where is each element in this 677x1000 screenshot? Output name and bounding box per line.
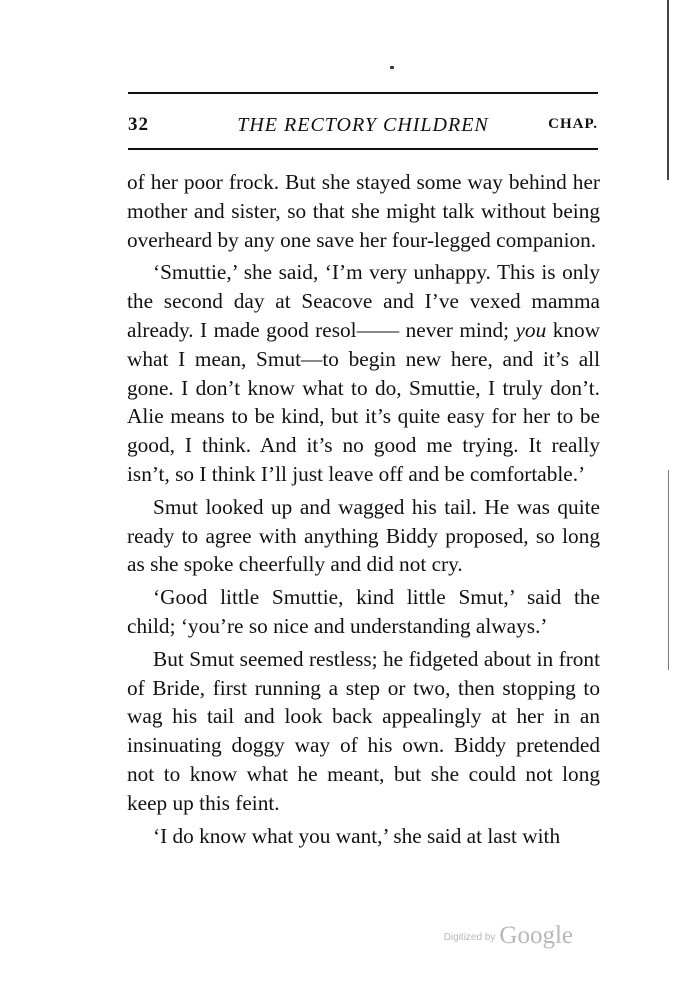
ink-speck	[390, 66, 394, 69]
paragraph: of her poor frock. But she stayed some way behind her mother and sister, so that she might talk without being overheard by any one save her four-legged companion.	[127, 170, 600, 252]
paragraph: ‘Good little Smuttie, kind little Smut,’ said the child; ‘you’re so nice and understanding always.’	[127, 585, 600, 638]
paragraph: Smut looked up and wagged his tail. He was quite ready to agree with anything Biddy proposed, so long as she spoke cheerfully and did not cry.	[127, 494, 600, 577]
watermark-prefix: Digitized by	[443, 932, 496, 943]
body-text	[127, 168, 600, 854]
header-rule-top	[128, 92, 598, 94]
paragraph-text: ‘Smuttie,’ she said, ‘I’m very unhappy. This is only the second day at Seacove and I’ve vexed mamma already. I made good resol—— never mind;	[127, 260, 600, 342]
book-title: THE RECTORY CHILDREN	[237, 114, 489, 136]
running-head	[128, 114, 598, 140]
paragraph-text: know what I mean, Smut—to begin new here, and it’s all gone. I don’t know what to do, Smuttie, I truly don’t. Alie means to be kind, but it’s quite easy for her to be good, I think. And it’s no good me trying. It really isn’t, so I think I’ll just leave off and be comfortable.’	[127, 317, 601, 486]
page-edge-mark-lower	[668, 470, 669, 670]
watermark-brand: Google	[499, 922, 573, 949]
page-edge-mark	[667, 0, 669, 180]
paragraph	[127, 258, 600, 488]
header-rule-bottom	[128, 148, 598, 150]
chapter-label: CHAP.	[548, 116, 598, 132]
paragraph: ‘I do know what you want,’ she said at last with	[153, 823, 561, 848]
paragraph: But Smut seemed restless; he fidgeted about in front of Bride, first running a step or two, then stopping to wag his tail and look back appealingly at her in an insinuating doggy way of his own. Biddy pretended not to know what he meant, but she could not long keep up this feint.	[127, 646, 600, 815]
emphasized-word: you	[515, 317, 547, 342]
digitized-watermark	[444, 922, 573, 950]
page-number: 32	[128, 114, 149, 135]
